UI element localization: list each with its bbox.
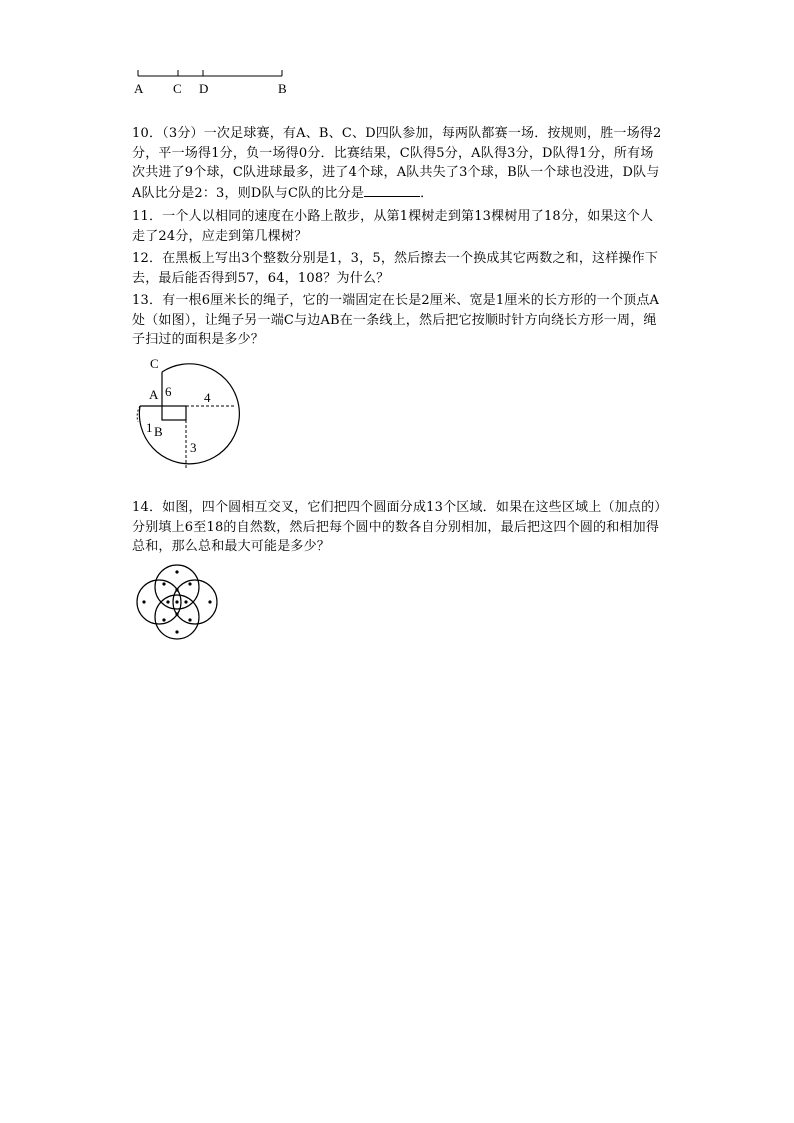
question-13-text: 13．有一根6厘米长的绳子，它的一端固定在长是2厘米、宽是1厘米的长方形的一个顶点A处（如图），让绳子另一端C与边AB在一条线上，然后把它按顺时针方向绕长方形一周，绳子扫过的面积是多少？ (132, 293, 660, 347)
question-10 (132, 124, 662, 203)
question-11-text: 11．一个人以相同的速度在小路上散步，从第1棵树走到第13棵树用了18分，如果这个人走了24分，应走到第几棵树？ (132, 209, 654, 244)
label-b: B (154, 424, 163, 439)
label-c: C (173, 81, 182, 96)
label-1: 1 (146, 420, 153, 435)
question-11 (132, 207, 662, 246)
label-c: C (150, 356, 159, 371)
region-dot (175, 570, 178, 573)
answer-blank (364, 183, 420, 197)
label-a: A (134, 81, 144, 96)
region-dot (188, 582, 191, 585)
question-12 (132, 249, 662, 288)
region-dot (184, 600, 187, 603)
region-dot (175, 630, 178, 633)
region-dot (208, 600, 211, 603)
region-dot (175, 612, 178, 615)
region-dot (162, 618, 165, 621)
region-dot (188, 618, 191, 621)
rectangle (162, 406, 186, 420)
rope-rectangle-figure (128, 356, 248, 476)
four-circles-figure (132, 562, 222, 644)
region-dot (175, 588, 178, 591)
question-10-tail: ． (420, 185, 434, 201)
label-a: A (149, 387, 159, 402)
question-13 (132, 291, 662, 350)
label-4: 4 (204, 390, 211, 405)
question-12-text: 12．在黑板上写出3个整数分别是1，3，5，然后擦去一个换成其它两数之和，这样操作下去，最后能否得到57，64，108？为什么？ (132, 251, 659, 286)
label-d: D (199, 81, 209, 96)
label-6: 6 (165, 384, 172, 399)
region-dot (166, 600, 169, 603)
segment-figure (130, 64, 300, 98)
region-dot (175, 600, 178, 603)
label-b: B (278, 81, 287, 96)
question-14-text: 14．如图，四个圆相互交叉，它们把四个圆面分成13个区域．如果在这些区域上（加点的）分别填上6至18的自然数，然后把每个圆中的数各自分别相加，最后把这四个圆的和相加得总和，那么总和最大可能是多少？ (132, 500, 661, 554)
region-dots (142, 570, 211, 633)
question-14 (132, 498, 662, 557)
region-dot (142, 600, 145, 603)
region-dot (162, 582, 165, 585)
question-10-text: 10．（3分）一次足球赛，有A、B、C、D四队参加，每两队都赛一场．按规则，胜一场得2分，平一场得1分，负一场得0分．比赛结果，C队得5分，A队得3分，D队得1分，所有场次共进了9个球，C队进球最多，进了4个球，A队共失了3个球，B队一个球也没进，D队与A队比分是2：3，则D队与C队的比分是 (132, 126, 662, 201)
label-3: 3 (190, 440, 197, 455)
